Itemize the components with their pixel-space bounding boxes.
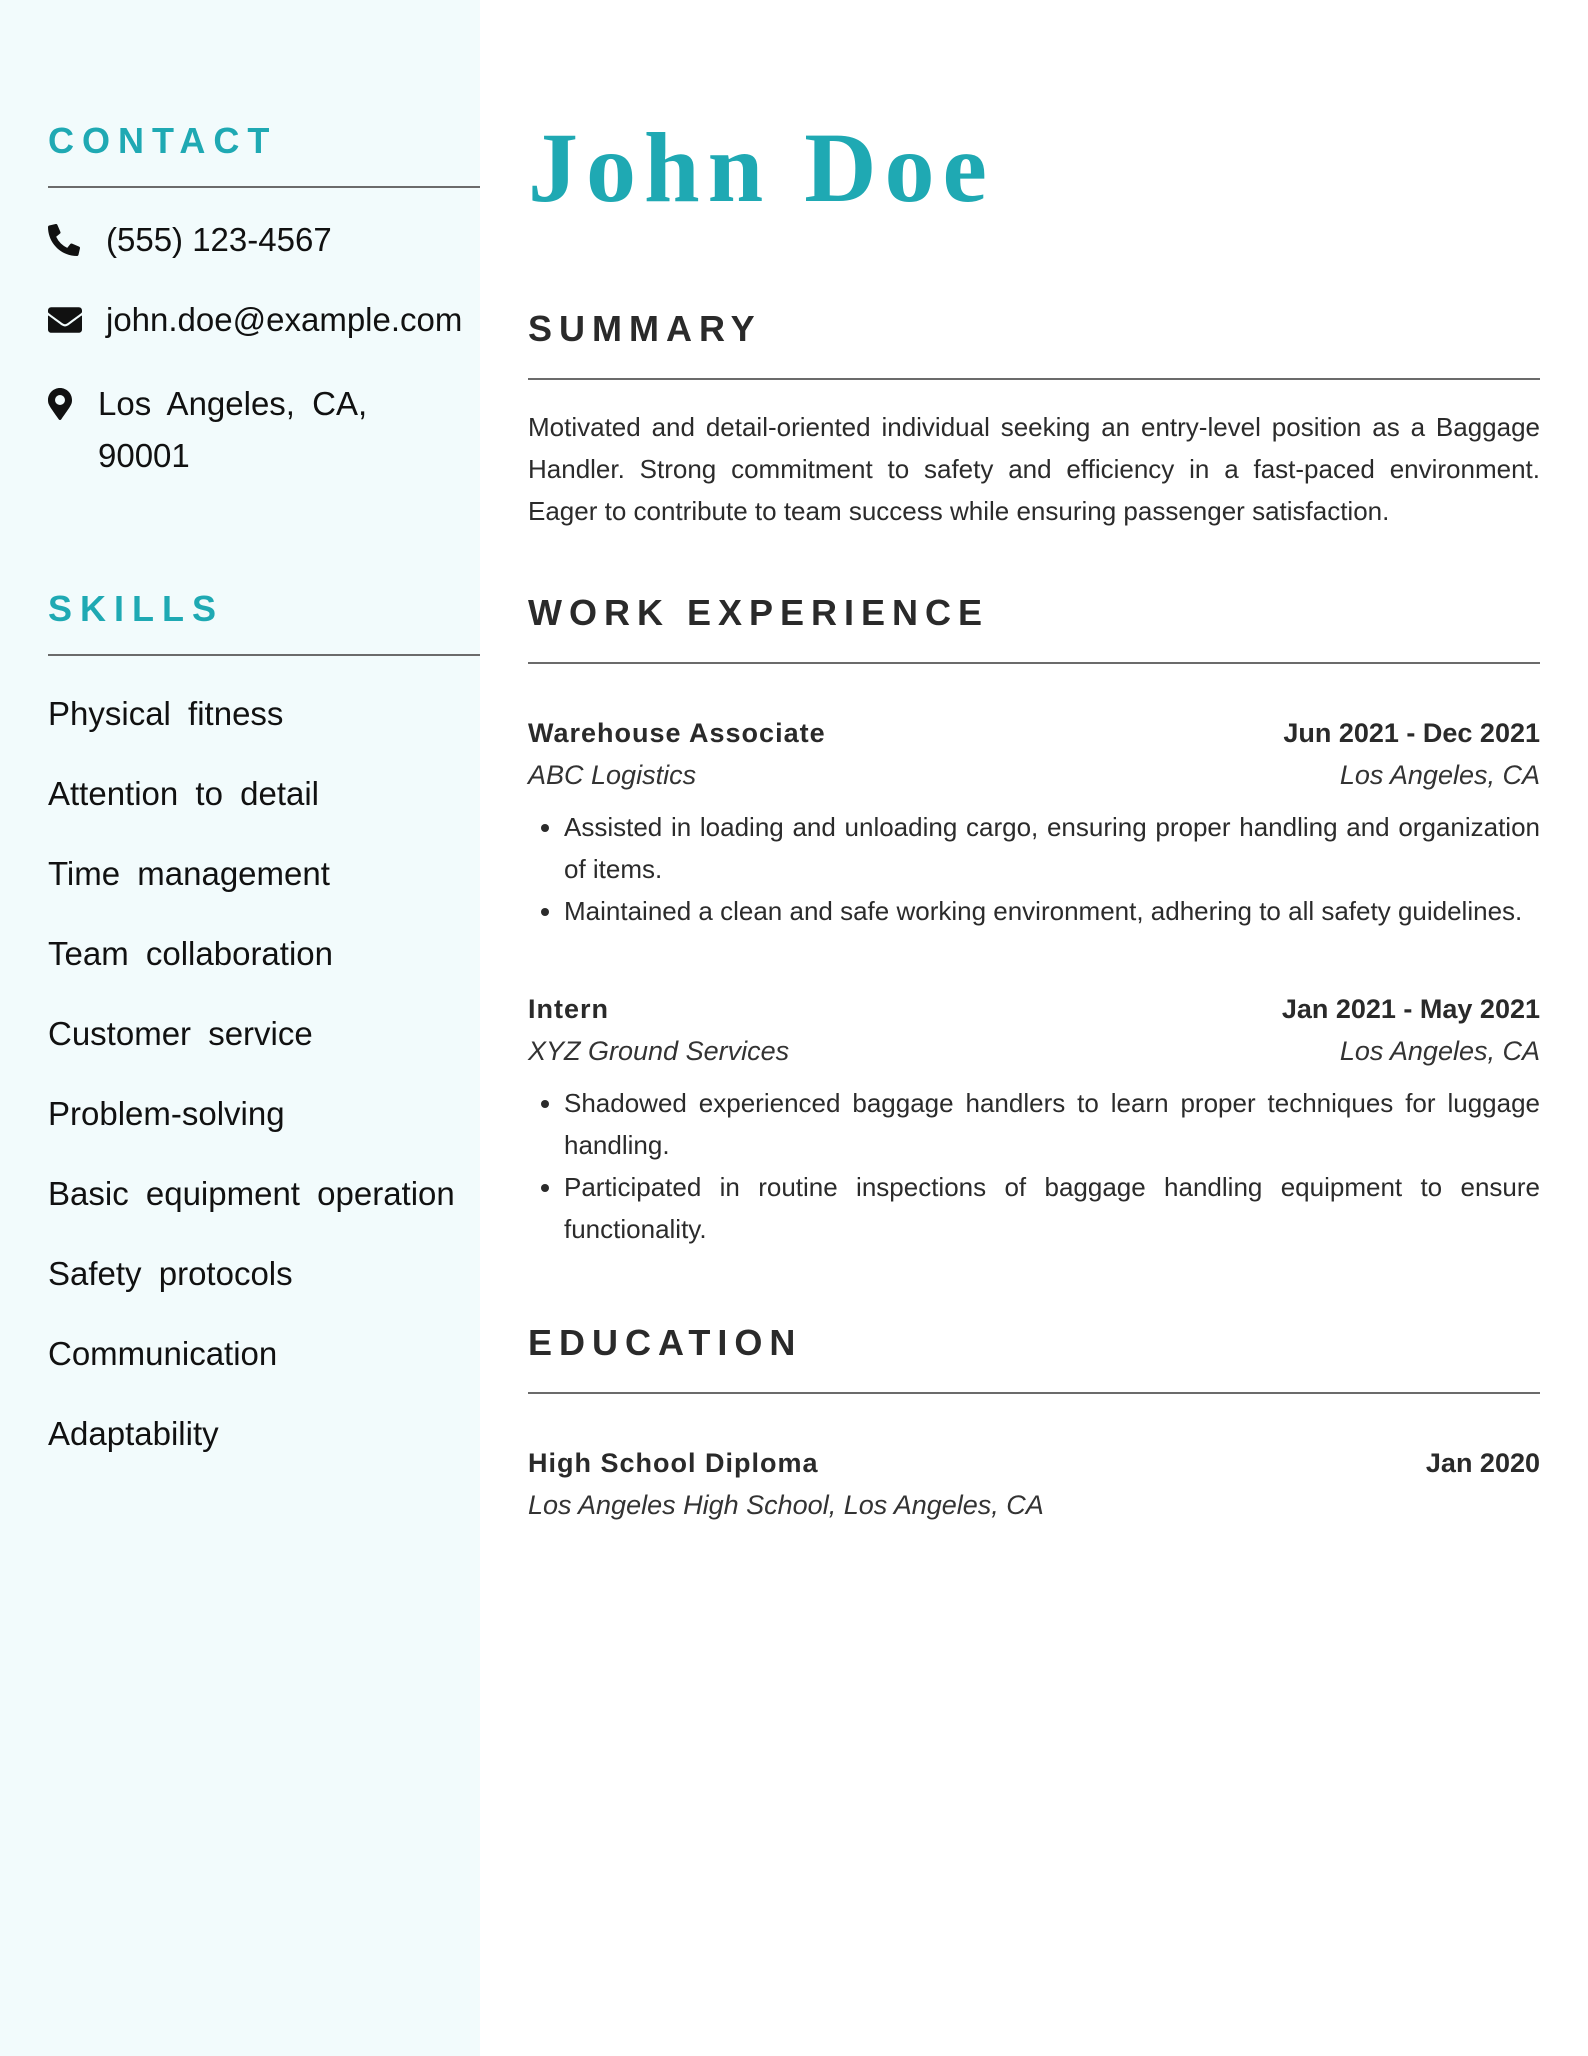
summary-text: Motivated and detail-oriented individual seeking an entry-level position as a Baggage Handler. Strong commitment to safety and efficiency in a fast-paced environment. Eager to contribute to team success while ensuring passenger satisfaction. [528,412,1540,526]
job-bullet: • Participated in routine inspections of baggage handling equipment to ensure functionality. [564,1166,1540,1250]
envelope-icon [48,298,106,342]
skill-item: Basic equipment operation [48,1175,455,1212]
job-dates: Jan 2021 - May 2021 [1281,994,1540,1024]
contact-list [48,218,480,494]
job-entry [528,988,1540,1250]
skill-item: Customer service [48,1015,313,1052]
location-text: Los Angeles, CA, 90001 [98,385,368,474]
job-dates: Jun 2021 - Dec 2021 [1283,718,1540,748]
contact-heading: CONTACT [48,120,278,161]
contact-email[interactable] [48,298,480,378]
job-company: ABC Logistics [528,760,697,790]
job-entry [528,712,1540,932]
phone-icon [48,218,106,262]
sidebar [0,0,480,2056]
work-experience-divider [528,662,1540,664]
summary-section [528,306,1540,532]
work-experience-section [528,590,1540,1250]
main-content [528,0,1540,1526]
skill-item: Time management [48,855,330,892]
job-bullets [528,806,1540,932]
education-heading: EDUCATION [528,1322,803,1363]
skill-item: Physical fitness [48,695,284,732]
job-bullet: • Maintained a clean and safe working environment, adhering to all safety guidelines. [564,890,1540,932]
job-bullet: • Assisted in loading and unloading cargo, ensuring proper handling and organization of items. [564,806,1540,890]
job-location: Los Angeles, CA [1339,1036,1540,1066]
job-bullet: • Shadowed experienced baggage handlers to learn proper techniques for luggage handling. [564,1082,1540,1166]
job-title: Intern [528,994,610,1024]
skill-item: Adaptability [48,1415,219,1452]
contact-divider [48,186,480,188]
job-location: Los Angeles, CA [1339,760,1540,790]
phone-text: (555) 123-4567 [106,221,332,258]
contact-phone[interactable] [48,218,480,298]
school-name: Los Angeles High School, Los Angeles, CA [528,1490,1044,1520]
candidate-name [528,108,1540,228]
summary-divider [528,378,1540,380]
skill-item: Communication [48,1335,278,1372]
skills-heading: SKILLS [48,588,225,629]
skill-item: Safety protocols [48,1255,293,1292]
map-pin-icon [48,378,98,430]
skills-divider [48,654,480,656]
contact-location [48,378,480,494]
education-divider [528,1392,1540,1394]
job-title: Warehouse Associate [528,718,826,748]
skill-item: Problem-solving [48,1095,285,1132]
job-company: XYZ Ground Services [528,1036,790,1066]
summary-heading: SUMMARY [528,308,762,349]
education-date: Jan 2020 [1425,1448,1540,1478]
work-experience-heading: WORK EXPERIENCE [528,592,990,633]
education-section [528,1320,1540,1526]
degree-title: High School Diploma [528,1448,819,1478]
education-entry [528,1442,1540,1526]
last-name: Doe [804,112,995,223]
skills-list [48,674,480,1474]
job-bullets [528,1082,1540,1250]
skills-section [48,586,480,1474]
skill-item: Attention to detail [48,775,320,812]
email-text: john.doe@example.com [106,301,463,338]
skill-item: Team collaboration [48,935,333,972]
first-name: John [528,112,772,223]
